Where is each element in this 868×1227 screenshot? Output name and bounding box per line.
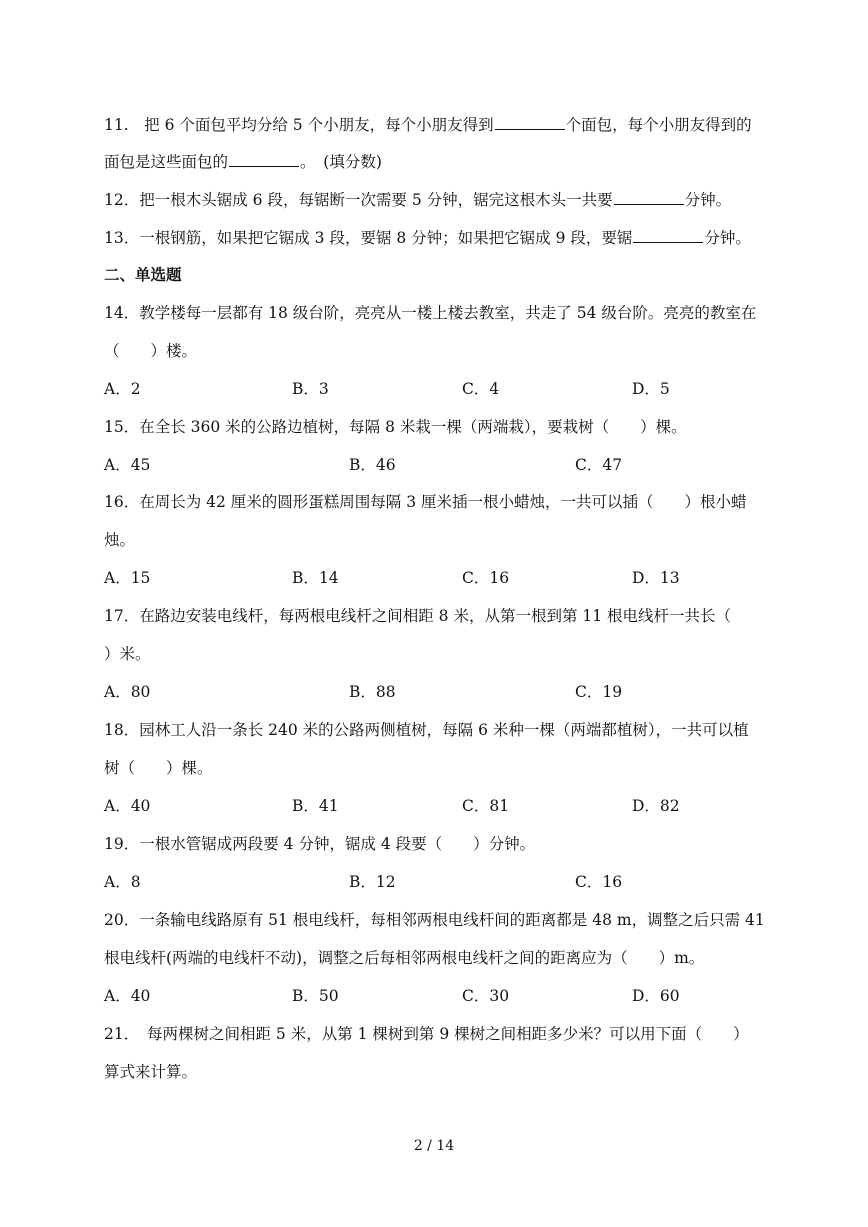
question-13 — [104, 228, 784, 248]
option-d[interactable]: D．82 — [632, 797, 680, 815]
option-d[interactable]: D．60 — [632, 987, 680, 1005]
option-c[interactable]: C．16 — [462, 569, 510, 587]
question-15-line-1: 15．在全长 360 米的公路边植树，每隔 8 米栽一棵（两端栽），要栽树（ ）棵。 — [104, 418, 687, 436]
option-b[interactable]: B．3 — [292, 380, 329, 398]
option-a[interactable]: A．40 — [104, 797, 151, 815]
question-11-text-d: 。 (填分数) — [300, 153, 382, 171]
question-21-line-1: 21． 每两棵树之间相距 5 米，从第 1 棵树到第 9 棵树之间相距多少米？可以用下面（ ） — [104, 1025, 749, 1043]
answer-blank[interactable] — [495, 115, 565, 130]
question-19-line-1: 19．一根水管锯成两段要 4 分钟，锯成 4 段要（ ）分钟。 — [104, 835, 536, 853]
option-c[interactable]: C．19 — [575, 683, 623, 701]
question-11-text-c: 面包是这些面包的 — [104, 153, 229, 171]
option-c[interactable]: C．81 — [462, 797, 510, 815]
page-number: 2 / 14 — [413, 1138, 455, 1154]
question-11-text-b: 个面包，每个小朋友得到的 — [565, 116, 752, 134]
option-a[interactable]: A．80 — [104, 683, 151, 701]
question-20-line-1: 20．一条输电线路原有 51 根电线杆，每相邻两根电线杆间的距离都是 48 m，调整之后只需 41 — [104, 911, 765, 929]
question-12-text-b: 分钟。 — [684, 191, 732, 209]
question-11-line-2 — [104, 152, 784, 172]
question-14-line-2: （ ）楼。 — [104, 342, 198, 360]
question-12-text-a: 12．把一根木头锯成 6 段，每锯断一次需要 5 分钟，锯完这根木头一共要 — [104, 191, 613, 209]
question-14-line-1: 14．教学楼每一层都有 18 级台阶，亮亮从一楼上楼去教室，共走了 54 级台阶。亮亮的教室在 — [104, 304, 757, 322]
option-b[interactable]: B．88 — [349, 683, 396, 701]
option-a[interactable]: A．8 — [104, 873, 141, 891]
question-17-line-2: ）米。 — [104, 645, 151, 663]
answer-blank[interactable] — [633, 228, 703, 243]
question-17-line-1: 17．在路边安装电线杆，每两根电线杆之间相距 8 米，从第一根到第 11 根电线杆一共长（ — [104, 607, 732, 625]
option-a[interactable]: A．40 — [104, 987, 151, 1005]
option-a[interactable]: A．45 — [104, 456, 151, 474]
question-18-line-2: 树（ ）棵。 — [104, 759, 213, 777]
question-13-text-a: 13．一根钢筋，如果把它锯成 3 段，要锯 8 分钟；如果把它锯成 9 段，要锯 — [104, 229, 633, 247]
question-20-line-2: 根电线杆(两端的电线杆不动)，调整之后每相邻两根电线杆之间的距离应为（ ）m。 — [104, 949, 705, 967]
option-b[interactable]: B．46 — [349, 456, 396, 474]
option-a[interactable]: A．15 — [104, 569, 151, 587]
question-18-line-1: 18．园林工人沿一条长 240 米的公路两侧植树，每隔 6 米种一棵（两端都植树），一共可以植 — [104, 721, 749, 739]
option-d[interactable]: D．5 — [632, 380, 670, 398]
question-13-text-b: 分钟。 — [704, 229, 751, 247]
option-d[interactable]: D．13 — [632, 569, 680, 587]
answer-blank[interactable] — [229, 152, 299, 167]
option-b[interactable]: B．50 — [292, 987, 339, 1005]
option-a[interactable]: A．2 — [104, 380, 141, 398]
option-c[interactable]: C．47 — [575, 456, 623, 474]
question-11-text-a: 11. 把 6 个面包平均分给 5 个小朋友，每个小朋友得到 — [104, 116, 494, 134]
option-b[interactable]: B．14 — [292, 569, 339, 587]
option-c[interactable]: C．30 — [462, 987, 510, 1005]
answer-blank[interactable] — [614, 190, 684, 205]
question-16-line-1: 16．在周长为 42 厘米的圆形蛋糕周围每隔 3 厘米插一根小蜡烛，一共可以插（ ）根小蜡 — [104, 493, 747, 511]
question-12 — [104, 190, 784, 210]
question-11-line-1 — [104, 115, 784, 135]
option-b[interactable]: B．12 — [349, 873, 396, 891]
section-heading: 二、单选题 — [104, 265, 182, 284]
option-c[interactable]: C．4 — [462, 380, 500, 398]
question-16-line-2: 烛。 — [104, 531, 136, 549]
option-b[interactable]: B．41 — [292, 797, 339, 815]
question-21-line-2: 算式来计算。 — [104, 1063, 198, 1081]
option-c[interactable]: C．16 — [575, 873, 623, 891]
